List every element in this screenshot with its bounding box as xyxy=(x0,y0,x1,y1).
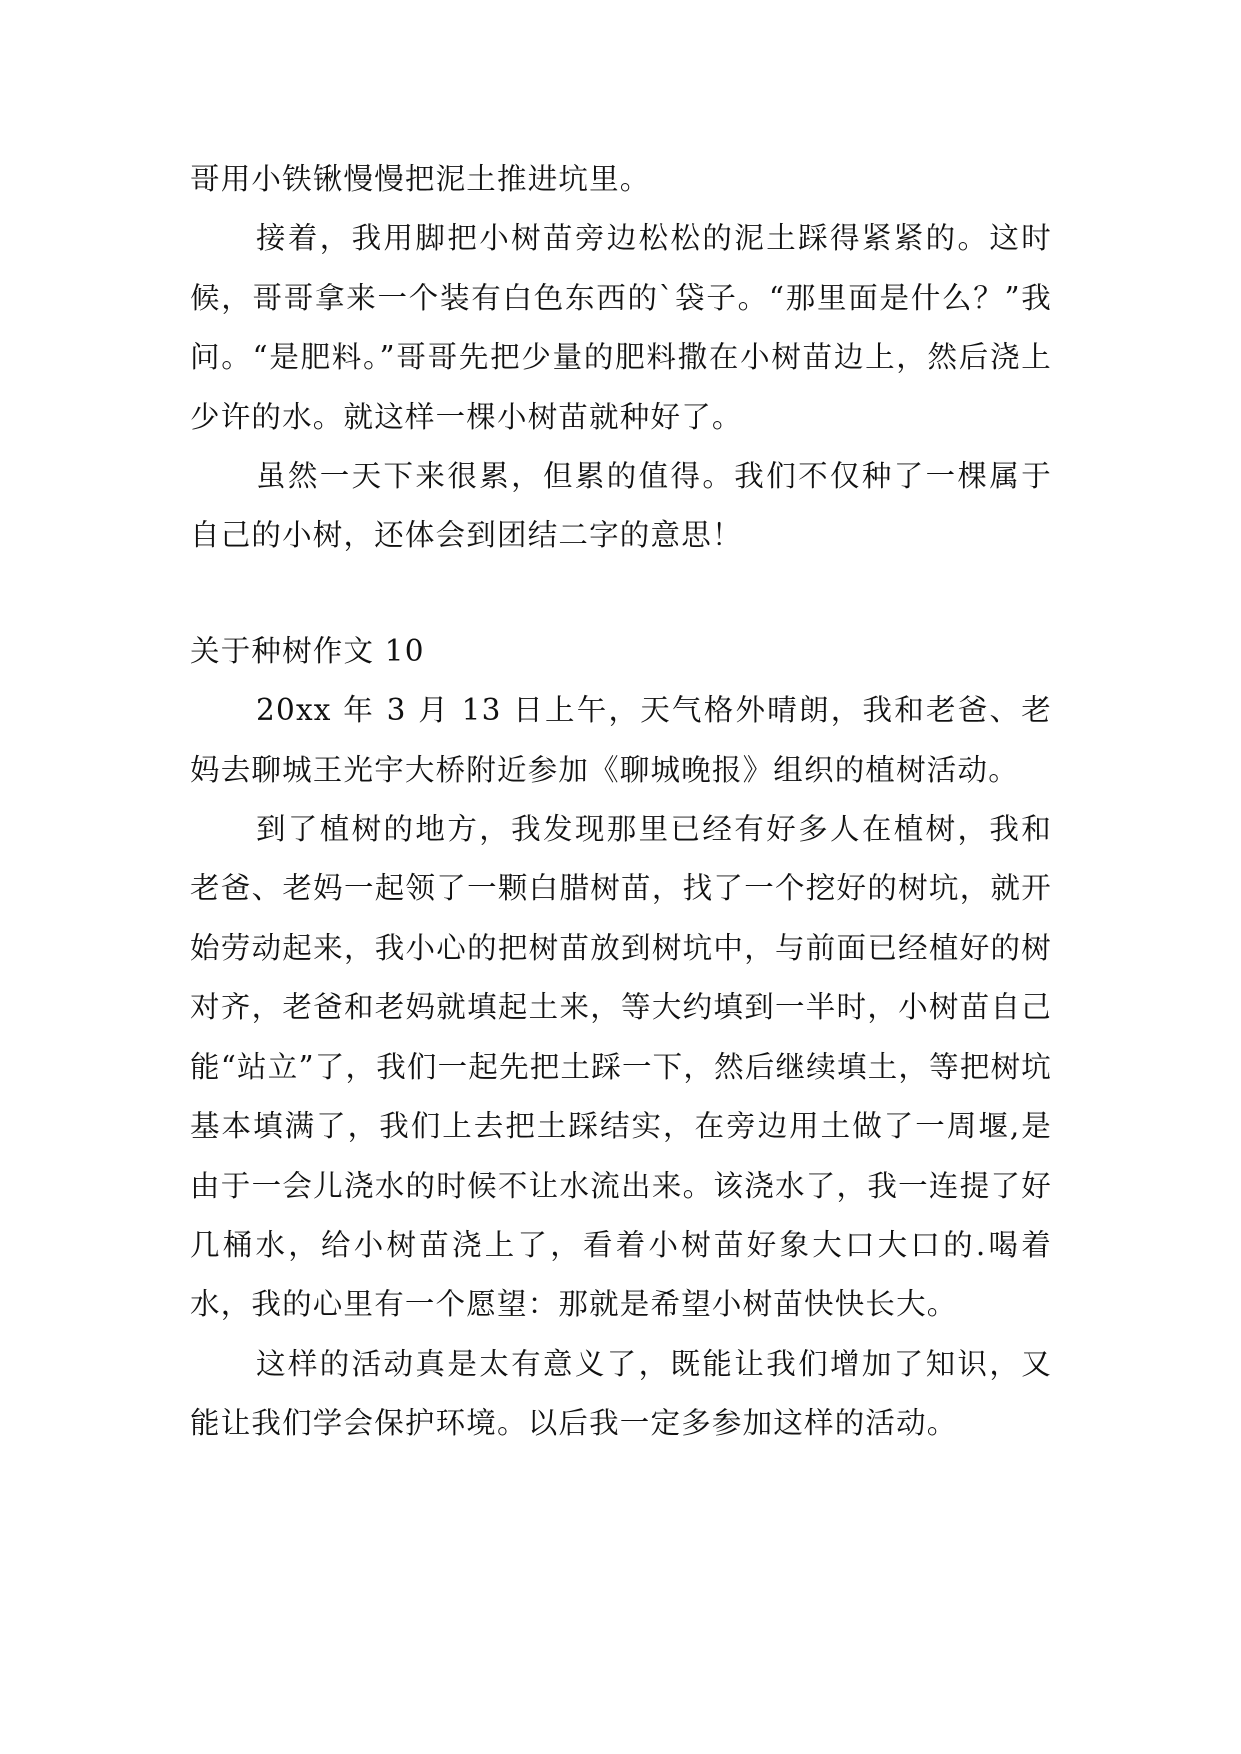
continuation-paragraph: 哥用小铁锹慢慢把泥土推进坑里。 xyxy=(190,162,651,196)
essay10-paragraph: 这样的活动真是太有意义了，既能让我们增加了知识，又能让我们学会保护环境。以后我一定多参加这样的活动。 xyxy=(190,1346,1052,1441)
essay9-paragraph: 接着，我用脚把小树苗旁边松松的泥土踩得紧紧的。这时候，哥哥拿来一个装有白色东西的`袋子。“那里面是什么？”我问。“是肥料。”哥哥先把少量的肥料撒在小树苗边上，然后浇上少许的水。就这样一棵小树苗就种好了。 xyxy=(190,221,1052,434)
essay10-paragraph: 20xx 年 3 月 13 日上午，天气格外晴朗，我和老爸、老妈去聊城王光宇大桥附近参加《聊城晚报》组织的植树活动。 xyxy=(190,693,1052,787)
essay10-title: 关于种树作文 10 xyxy=(190,633,425,668)
essay9-paragraph: 虽然一天下来很累，但累的值得。我们不仅种了一棵属于自己的小树，还体会到团结二字的意思！ xyxy=(190,459,1052,553)
essay10-paragraph: 到了植树的地方，我发现那里已经有好多人在植树，我和老爸、老妈一起领了一颗白腊树苗，找了一个挖好的树坑，就开始劳动起来，我小心的把树苗放到树坑中，与前面已经植好的树对齐，老爸和老妈就填起土来，等大约填到一半时，小树苗自己能“站立”了，我们一起先把土踩一下，然后继续填土，等把树坑基本填满了，我们上去把土踩结实，在旁边用土做了一周堰,是由于一会儿浇水的时候不让水流出来。该浇水了，我一连提了好几桶水，给小树苗浇上了，看着小树苗好象大口大口的.喝着水，我的心里有一个愿望：那就是希望小树苗快快长大。 xyxy=(190,812,1052,1322)
document-page xyxy=(190,150,1052,1454)
